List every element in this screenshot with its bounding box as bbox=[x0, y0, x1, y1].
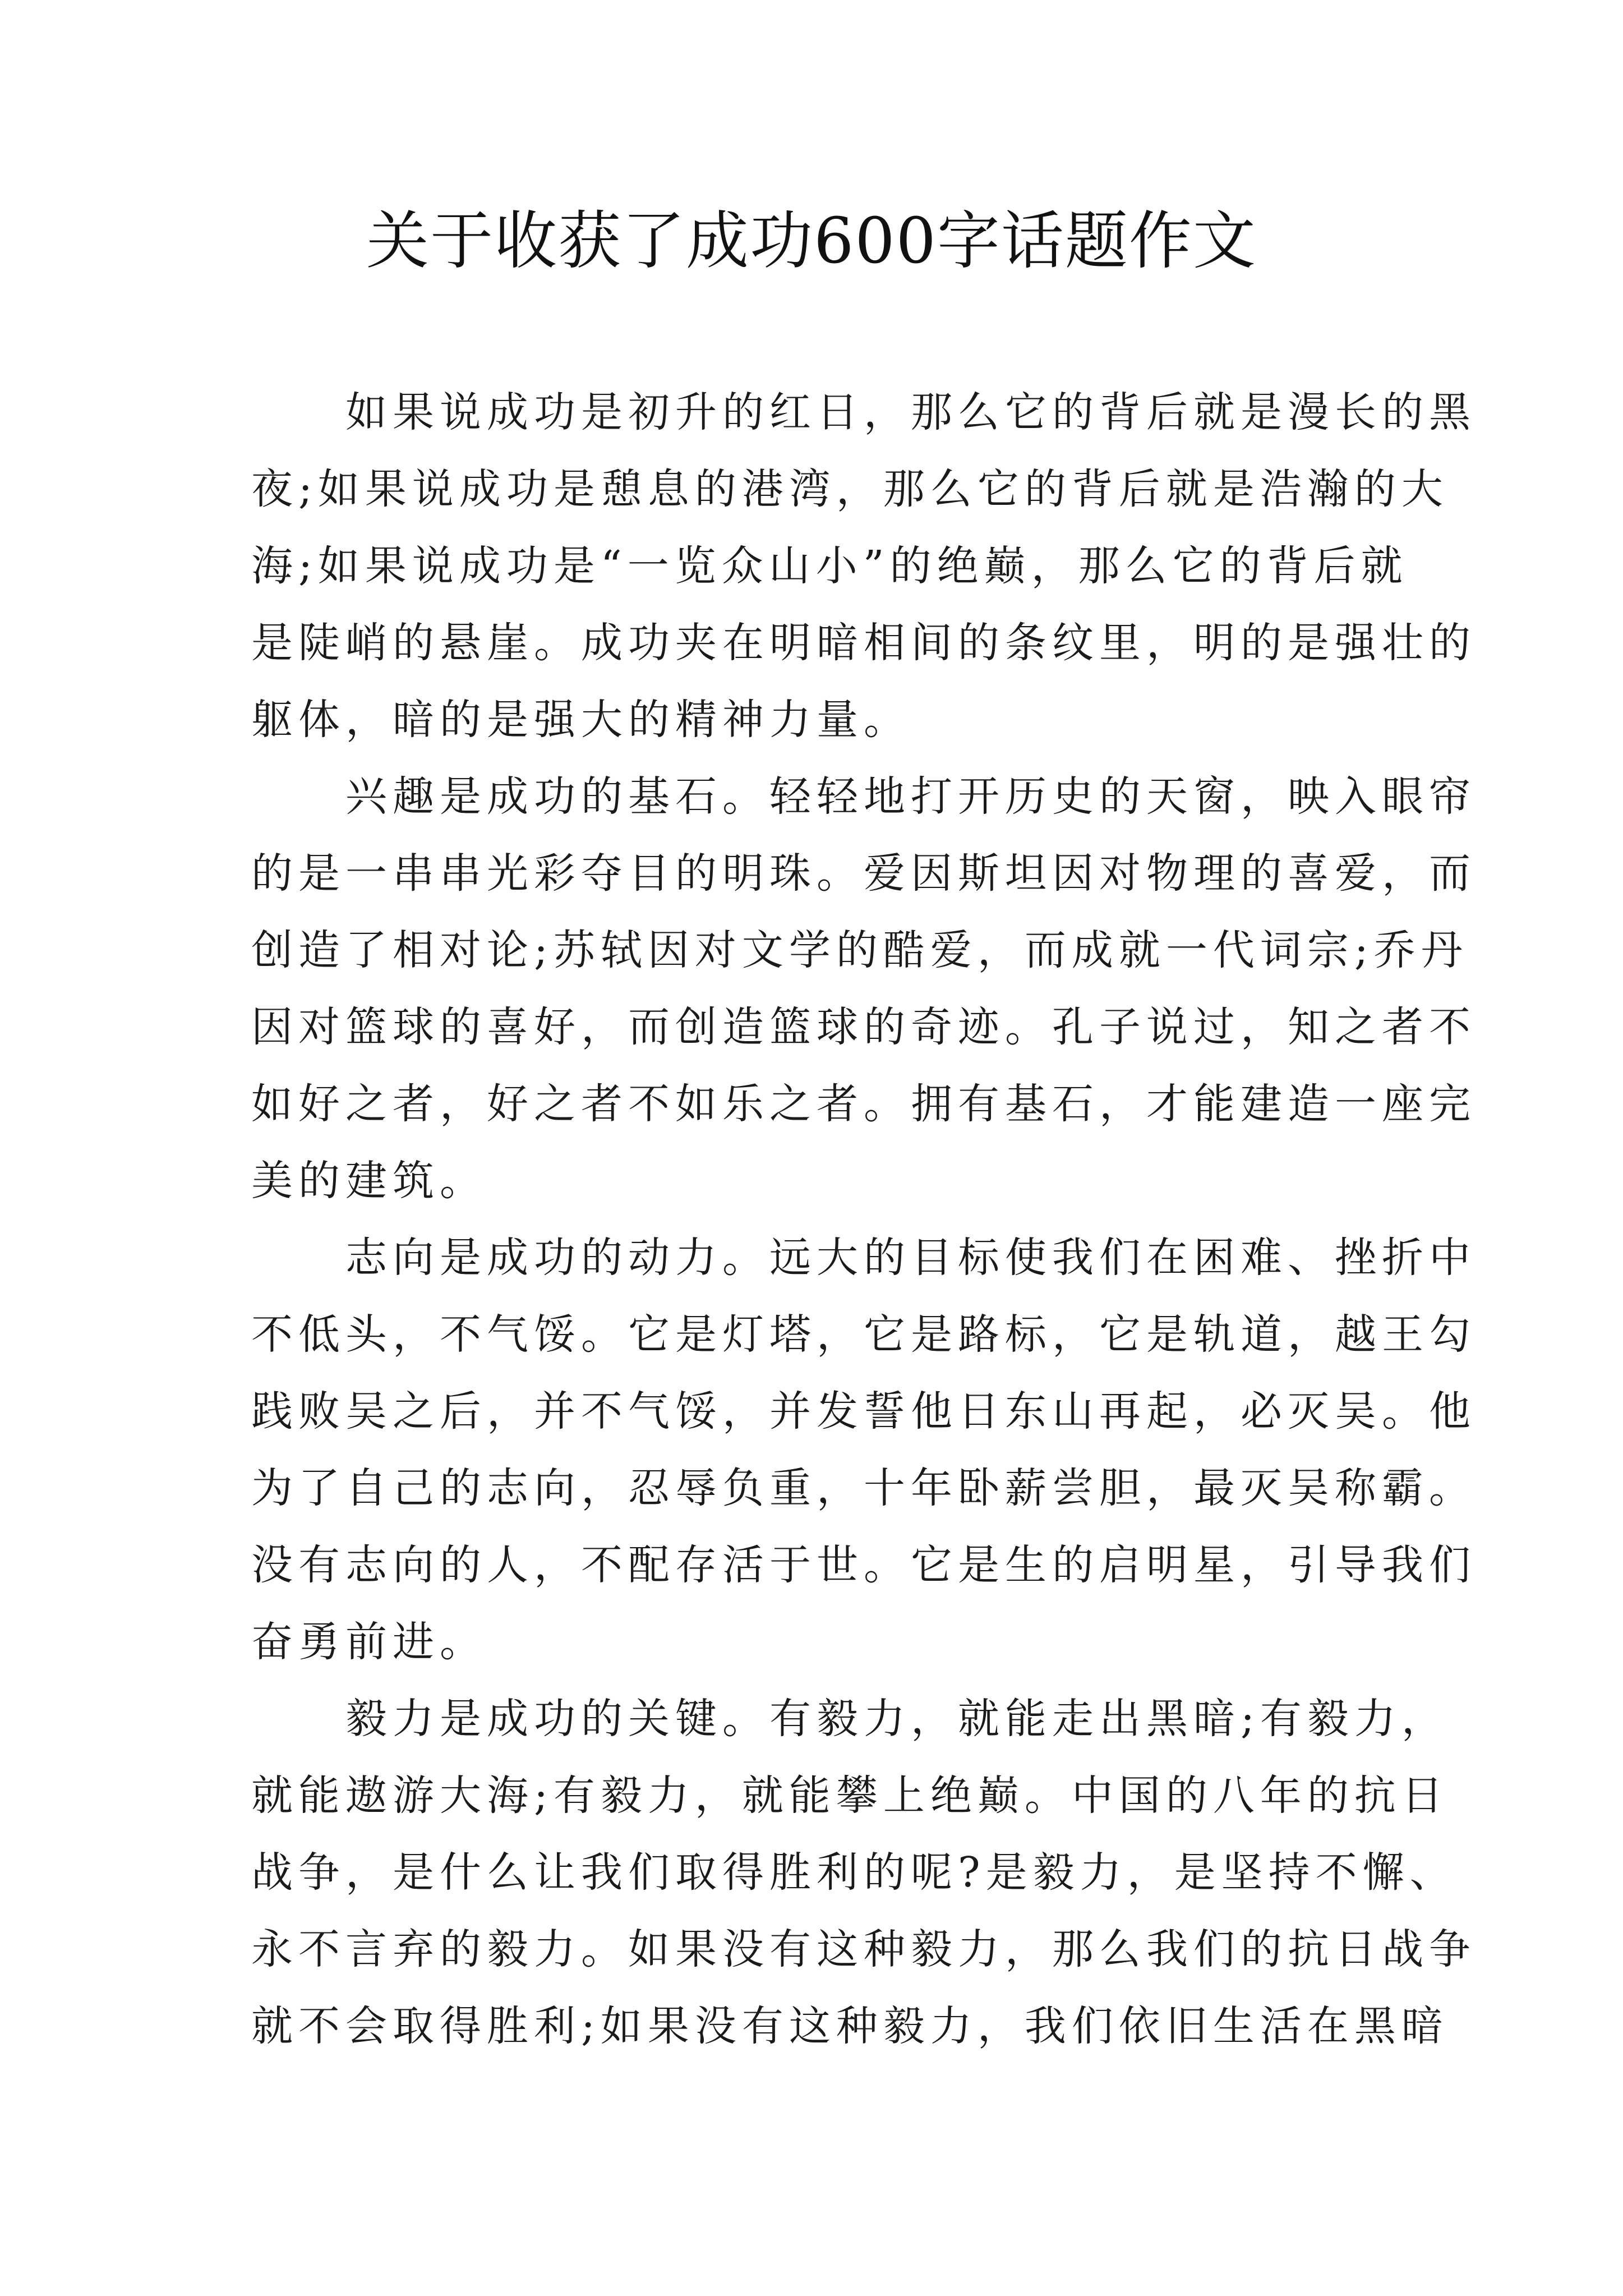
text-line: 践败吴之后，并不气馁，并发誓他日东山再起，必灭吴。他 bbox=[251, 1387, 1476, 1435]
paragraph bbox=[251, 758, 1476, 1220]
text-line: 毅力是成功的关键。有毅力，就能走出黑暗;有毅力， bbox=[345, 1695, 1449, 1743]
text-line: 永不言弃的毅力。如果没有这种毅力，那么我们的抗日战争 bbox=[251, 1925, 1476, 1973]
text-line: 没有志向的人，不配存活于世。它是生的启明星，引导我们 bbox=[251, 1541, 1476, 1589]
text-line: 如果说成功是初升的红日，那么它的背后就是漫长的黑 bbox=[345, 388, 1476, 436]
text-line: 就能遨游大海;有毅力，就能攀上绝巅。中国的八年的抗日 bbox=[251, 1772, 1449, 1820]
document-body bbox=[251, 374, 1476, 2065]
document-title: 关于收获了成功600字话题作文 bbox=[366, 205, 1257, 278]
text-line: 夜;如果说成功是憩息的港湾，那么它的背后就是浩瀚的大 bbox=[251, 465, 1449, 513]
text-line: 奋勇前进。 bbox=[251, 1618, 487, 1666]
text-line: 美的建筑。 bbox=[251, 1157, 487, 1205]
text-line: 躯体，暗的是强大的精神力量。 bbox=[251, 696, 911, 744]
text-line: 因对篮球的喜好，而创造篮球的奇迹。孔子说过，知之者不 bbox=[251, 1003, 1476, 1051]
text-line: 的是一串串光彩夺目的明珠。爱因斯坦因对物理的喜爱，而 bbox=[251, 849, 1476, 898]
paragraph bbox=[251, 1220, 1476, 1681]
text-line: 战争，是什么让我们取得胜利的呢?是毅力，是坚持不懈、 bbox=[251, 1848, 1457, 1897]
paragraph bbox=[251, 1681, 1476, 2065]
text-line: 海;如果说成功是“一览众山小”的绝巅，那么它的背后就 bbox=[251, 542, 1408, 590]
text-line: 为了自己的志向，忍辱负重，十年卧薪尝胆，最灭吴称霸。 bbox=[251, 1464, 1476, 1512]
text-line: 志向是成功的动力。远大的目标使我们在困难、挫折中 bbox=[345, 1234, 1476, 1282]
text-line: 是陡峭的悬崖。成功夹在明暗相间的条纹里，明的是强壮的 bbox=[251, 619, 1476, 667]
text-line: 创造了相对论;苏轼因对文学的酷爱，而成就一代词宗;乔丹 bbox=[251, 926, 1468, 974]
text-line: 就不会取得胜利;如果没有这种毅力，我们依旧生活在黑暗 bbox=[251, 2002, 1449, 2050]
paragraph bbox=[251, 374, 1476, 758]
text-line: 不低头，不气馁。它是灯塔，它是路标，它是轨道，越王勾 bbox=[251, 1310, 1476, 1359]
text-line: 如好之者，好之者不如乐之者。拥有基石，才能建造一座完 bbox=[251, 1080, 1476, 1128]
text-line: 兴趣是成功的基石。轻轻地打开历史的天窗，映入眼帘 bbox=[345, 772, 1476, 821]
